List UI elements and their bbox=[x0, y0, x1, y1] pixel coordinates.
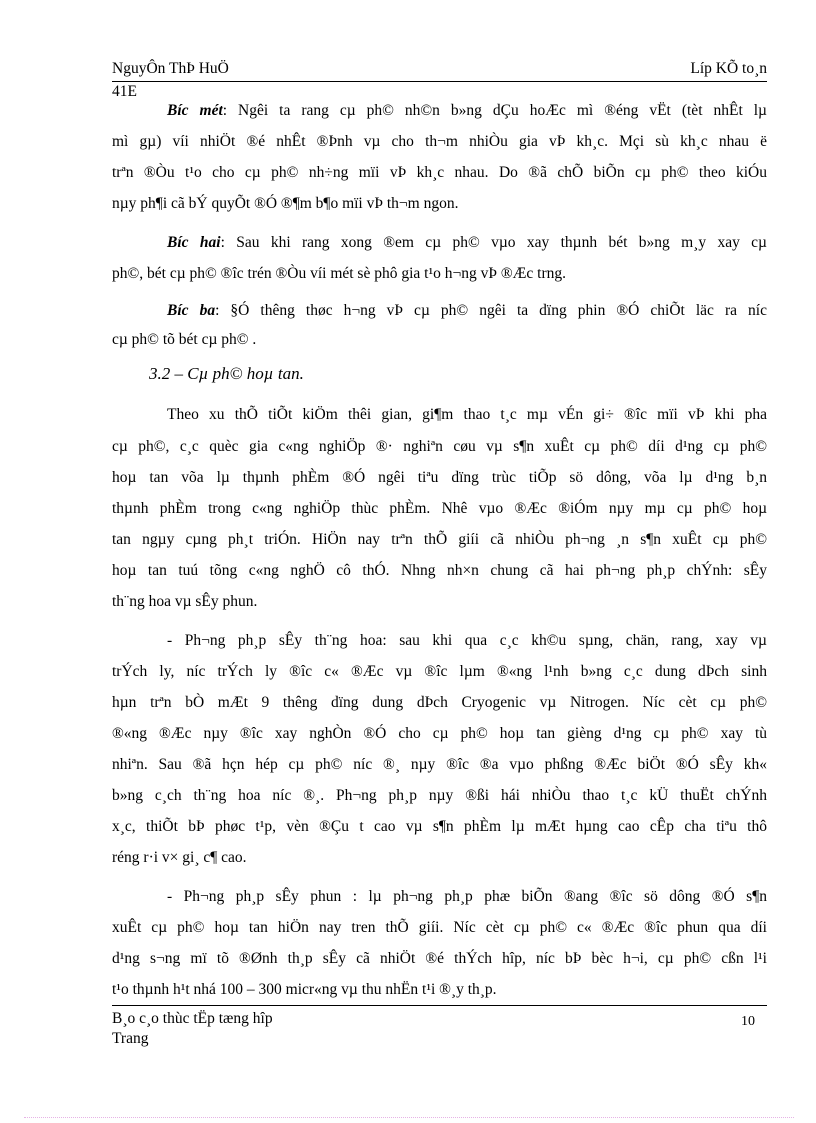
footer-page-label: Trang bbox=[112, 1030, 149, 1047]
para3-line-3: d¹ng s¬ng mï tõ ®Ønh th¸p sÊy cã nhiÖt ®é thÝch hîp, níc bÞ bèc h¬i, cµ ph© cßn l¹i bbox=[112, 950, 767, 967]
para2-line-7: x¸c, thiÕt bÞ phøc t¹p, vèn ®Çu t cao vµ s¶n phÈm lµ mÆt hµng cao cÊp cha tiªu thô bbox=[112, 818, 767, 835]
header-class-code: 41E bbox=[112, 83, 137, 100]
para1-line-5: tan ngµy cµng ph¸t triÓn. HiÖn nay trªn thÕ giíi cã nhiÒu ph¬ng ¸n s¶n xuÊt cµ ph© bbox=[112, 531, 767, 548]
para1-line-7: th¨ng hoa vµ sÊy phun. bbox=[112, 593, 258, 610]
para2-line-4: ®«ng ®Æc nµy ®îc xay nghÒn ®Ó cho cµ ph© hoµ tan gièng d¹ng cµ ph© xay tù bbox=[112, 725, 767, 742]
step1-line-3: trªn ®Òu t¹o cho cµ ph© nh÷ng mïi vÞ kh¸c nhau. Do ®ã chÕ biÕn cµ ph© theo kiÓu bbox=[112, 164, 767, 181]
para2-line-2: trÝch ly, níc trÝch ly ®îc c« ®Æc vµ ®îc lµm ®«ng l¹nh b»ng c¸c dung dÞch sinh bbox=[112, 663, 767, 680]
para3-line-4: t¹o thµnh h¹t nhá 100 – 300 micr«ng vµ thu nhËn t¹i ®¸y th¸p. bbox=[112, 981, 497, 998]
step2-line-2: ph©, bét cµ ph© ®îc trén ®Òu víi mét sè phô gia t¹o h¬ng vÞ ®Æc trng. bbox=[112, 265, 567, 282]
step3-line-1: Bíc ba: §Ó thêng thøc h¬ng vÞ cµ ph© ngêi ta dïng phin ®Ó chiÕt läc ra níc bbox=[167, 302, 767, 319]
section-title: 3.2 – Cµ ph© hoµ tan. bbox=[149, 364, 304, 383]
para1-line-6: hoµ tan tuú tõng c«ng nghÖ cô thÓ. Nhng nh×n chung cã hai ph¬ng ph¸p chÝnh: sÊy bbox=[112, 562, 767, 579]
step2-line-1: Bíc hai: Sau khi rang xong ®em cµ ph© vµo xay thµnh bét b»ng m¸y xay cµ bbox=[167, 234, 767, 251]
para2-line-8: réng r·i v× gi¸ c¶ cao. bbox=[112, 849, 247, 866]
para2-line-1: - Ph¬ng ph¸p sÊy th¨ng hoa: sau khi qua c¸c kh©u sµng, chän, rang, xay vµ bbox=[167, 632, 767, 649]
para1-line-4: thµnh phÈm trong c«ng nghiÖp thùc phÈm. Nhê vµo ®Æc ®iÓm nµy mµ cµ ph© hoµ bbox=[112, 500, 767, 517]
page-boundary-divider bbox=[24, 1117, 794, 1118]
page-header bbox=[112, 59, 767, 82]
step2-label: Bíc hai bbox=[167, 234, 221, 251]
step3-label: Bíc ba bbox=[167, 302, 216, 319]
para2-line-5: nhiªn. Sau ®ã hçn hép cµ ph© níc ®¸ nµy ®îc ®a vµo phßng ®Æc biÖt ®Ó sÊy kh« bbox=[112, 756, 767, 773]
header-author: NguyÔn ThÞ HuÖ bbox=[112, 60, 229, 77]
para2-line-3: hµn trªn bÒ mÆt 9 thêng dïng dung dÞch Cryogenic vµ Nitrogen. Níc cèt cµ ph© bbox=[112, 694, 767, 711]
step1-label: Bíc mét bbox=[167, 102, 223, 119]
header-class: Líp KÕ to¸n bbox=[690, 60, 767, 77]
step1-line-1: Bíc mét: Ngêi ta rang cµ ph© nh©n b»ng dÇu hoÆc mì ®éng vËt (tèt nhÊt lµ bbox=[167, 102, 767, 119]
step1-line-4: nµy ph¶i cã bÝ quyÕt ®Ó ®¶m b¶o mïi vÞ th¬m ngon. bbox=[112, 195, 459, 212]
para2-line-6: b»ng c¸ch th¨ng hoa níc ®¸. Ph¬ng ph¸p nµy ®ßi hái nhiÒu thao t¸c kÜ thuËt chÝnh bbox=[112, 787, 767, 804]
step1-line-2: mì gµ) víi nhiÖt ®é nhÊt ®Þnh vµ cho th¬m nhiÒu gia vÞ kh¸c. Mçi sù kh¸c nhau ë bbox=[112, 133, 767, 150]
page-footer bbox=[112, 1005, 767, 1049]
para1-line-2: cµ ph©, c¸c quèc gia c«ng nghiÖp ®· nghiªn cøu vµ s¶n xuÊt cµ ph© díi d¹ng cµ ph© bbox=[112, 438, 767, 455]
footer-page-number: 10 bbox=[741, 1014, 755, 1029]
para3-line-2: xuÊt cµ ph© hoµ tan hiÖn nay tren thÕ giíi. Níc cèt cµ ph© c« ®Æc ®îc phun qua díi bbox=[112, 919, 767, 936]
para1-line-1: Theo xu thÕ tiÕt kiÖm thêi gian, gi¶m thao t¸c mµ vÉn gi÷ ®îc mïi vÞ khi pha bbox=[167, 406, 767, 423]
para1-line-3: hoµ tan võa lµ thµnh phÈm ®Ó ngêi tiªu dïng trùc tiÕp sö dông, võa lµ d¹ng b¸n bbox=[112, 469, 767, 486]
step3-line-2: cµ ph© tõ bét cµ ph© . bbox=[112, 331, 257, 348]
para3-line-1: - Ph¬ng ph¸p sÊy phun : lµ ph¬ng ph¸p phæ biÕn ®ang ®îc sö dông ®Ó s¶n bbox=[167, 888, 767, 905]
footer-title: B¸o c¸o thùc tËp tæng hîp bbox=[112, 1010, 273, 1027]
